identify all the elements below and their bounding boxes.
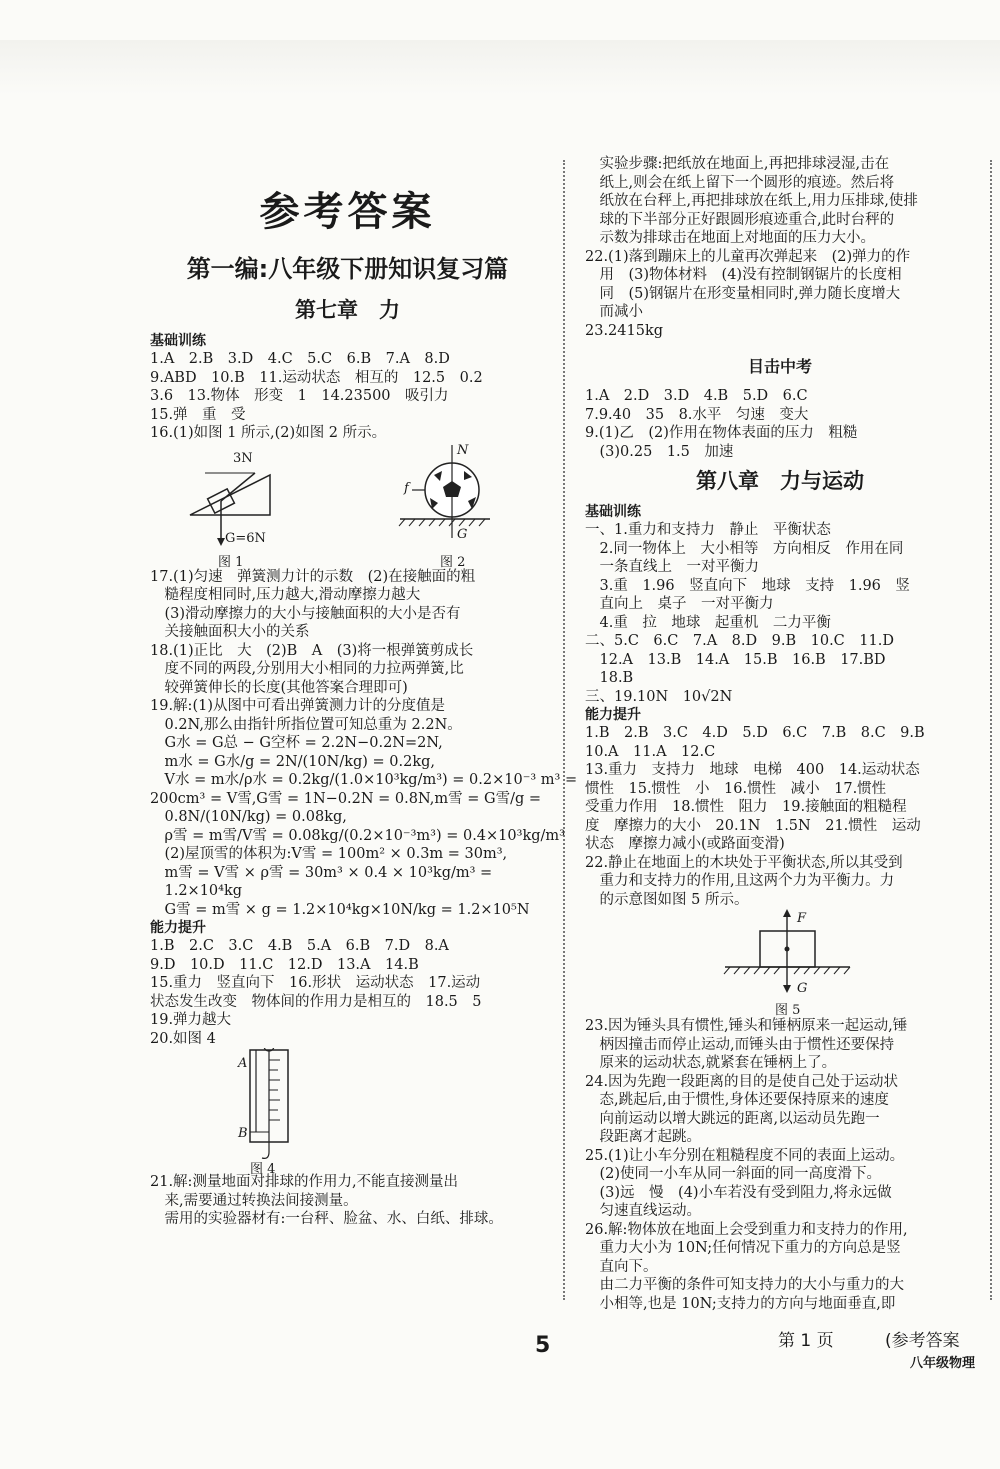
answers-21-23-continued [585, 155, 975, 340]
answer-line: m雪 = V雪 × ρ雪 = 30m³ × 0.4 × 10³kg/m³ = [150, 864, 493, 881]
answer-line: 24.因为先跑一段距离的目的是使自己处于运动状 [585, 1073, 899, 1090]
page-title: 参考答案 [259, 189, 436, 235]
answer-line: 由二力平衡的条件可知支持力的大小与重力的大 [585, 1277, 904, 1293]
ch7-basic-heading: 基础训练 [150, 333, 206, 349]
answer-line: 重力大小为 10N;任何情况下重力的方向总是竖 [585, 1240, 901, 1256]
ch7-ability-heading: 能力提升 [150, 920, 206, 936]
answer-line: 受重力作用 18.惯性 阻力 19.接触面的粗糙程 [585, 799, 907, 815]
answer-line: 26.解:物体放在地面上会受到重力和支持力的作用, [585, 1221, 908, 1238]
answer-line: 12.A 13.B 14.A 15.B 16.B 17.BD [585, 651, 886, 668]
ch7-answers-17-19 [150, 568, 578, 920]
answer-line: 态,跳起后,由于惯性,身体还要保持原来的速度 [585, 1092, 889, 1108]
part-title: 第一编:八年级下册知识复习篇 [186, 255, 509, 283]
ch8-basic-answers [585, 521, 975, 706]
answer-line: 糙程度相同时,压力越大,滑动摩擦力越大 [150, 587, 421, 603]
answer-line: 球的下半部分正好跟圆形痕迹重合,此时台秤的 [585, 211, 895, 228]
answer-line: 23.2415kg [585, 322, 664, 339]
fig5-g-label: G [797, 981, 808, 996]
answer-line: 15.弹 重 受 [150, 406, 246, 423]
answer-line: 来,需要通过转换法间接测量。 [150, 1192, 358, 1209]
answer-line: 1.B 2.C 3.C 4.B 5.A 6.B 7.D 8.A [150, 938, 449, 954]
left-column [150, 150, 578, 1229]
figure-4 [150, 1048, 545, 1177]
answer-line: ρ雪 = m雪/V雪 = 0.08kg/(0.2×10⁻³m³) = 0.4×10³kg/m³ [150, 827, 565, 844]
answer-line: 直向上 桌子 一对平衡力 [585, 596, 774, 612]
answer-line: G雪 = m雪 × g = 1.2×10⁴kg×10N/kg = 1.2×10⁵N [150, 901, 530, 918]
fig1-force-label: 3N [233, 450, 253, 466]
answer-line: 19.弹力越大 [150, 1012, 232, 1028]
answer-line: V水 = m水/ρ水 = 0.2kg/(1.0×10³kg/m³) = 0.2×10⁻³ m³ = [150, 772, 578, 788]
fig4-a-label: A [238, 1056, 248, 1071]
answer-line: (2)使同一小车从同一斜面的同一高度滑下。 [585, 1166, 882, 1182]
answer-line: 1.A 2.D 3.D 4.B 5.D 6.C [585, 388, 808, 404]
answer-line: 一条直线上 一对平衡力 [585, 559, 759, 575]
answer-line: m水 = G水/g = 2N/(10N/kg) = 0.2kg, [150, 753, 436, 770]
answer-line: 度不同的两段,分别用大小相同的力拉两弹簧,比 [150, 661, 464, 677]
answer-line: 状态 摩擦力减小(或路面变滑) [585, 836, 785, 852]
figure-5 [585, 909, 975, 1017]
answer-line: (3)滑动摩擦力的大小与接触面积的大小是否有 [150, 605, 461, 622]
answer-line: 16.(1)如图 1 所示,(2)如图 2 所示。 [150, 425, 387, 441]
answer-line: 10.A 11.A 12.C [585, 743, 716, 760]
answer-line: 20.如图 4 [150, 1030, 216, 1047]
fig2-f-label: f [404, 480, 409, 496]
answer-line: 段距离才起跳。 [585, 1129, 701, 1145]
answer-line: (2)屋顶雪的体积为:V雪 = 100m² × 0.3m = 30m³, [150, 846, 508, 862]
answer-line: 21.解:测量地面对排球的作用力,不能直接测量出 [150, 1174, 459, 1190]
answer-line: 13.重力 支持力 地球 电梯 400 14.运动状态 [585, 762, 920, 778]
answer-line: 0.8N/(10N/kg) = 0.08kg, [150, 809, 347, 825]
answer-line: 用 (3)物体材料 (4)没有控制钢锯片的长度相 [585, 267, 902, 283]
fig4-spring-scale-diagram [150, 1048, 545, 1173]
page-label: 第 1 页 [778, 1331, 834, 1351]
answer-line: 一、1.重力和支持力 静止 平衡状态 [585, 522, 831, 538]
answer-line: 的示意图如图 5 所示。 [585, 891, 749, 908]
fig1-gravity-label: G=6N [225, 530, 266, 546]
right-edge-divider [990, 160, 992, 1300]
answer-line: 1.B 2.B 3.C 4.D 5.D 6.C 7.B 8.C 9.B [585, 725, 925, 741]
chapter7-title: 第七章 力 [295, 298, 400, 322]
ch7-basic-answers [150, 350, 545, 443]
answer-line: 纸放在台秤上,再把排球放在纸上,用力压排球,使排 [585, 193, 918, 209]
answer-line: 9.ABD 10.B 11.运动状态 相互的 12.5 0.2 [150, 369, 483, 386]
mubiao-answers [585, 387, 975, 461]
chapter8-title: 第八章 力与运动 [696, 469, 864, 493]
answer-line: 1.2×10⁴kg [150, 883, 243, 899]
answer-line: 2.同一物体上 大小相等 方向相反 作用在同 [585, 540, 904, 557]
ch8-ability-answers [585, 724, 975, 909]
page-number: 5 [535, 1333, 551, 1358]
answer-line: 惯性 15.惯性 小 16.惯性 减小 17.惯性 [585, 780, 887, 797]
fig5-caption: 图 5 [775, 1003, 801, 1018]
ch8-ability-heading: 能力提升 [585, 707, 641, 723]
answer-line: 22.静止在地面上的木块处于平衡状态,所以其受到 [585, 854, 903, 871]
answer-line: 向前运动以增大跳远的距离,以运动员先跑一 [585, 1110, 880, 1127]
fig2-n-label: N [457, 442, 469, 458]
fig2-g-label: G [457, 526, 468, 542]
answer-line: 15.重力 竖直向下 16.形状 运动状态 17.运动 [150, 975, 481, 991]
answer-line: 三、19.10N 10√2N [585, 688, 733, 705]
figures-1-2 [150, 443, 545, 568]
answer-line: 小相等,也是 10N;支持力的方向与地面垂直,即 [585, 1295, 896, 1312]
answer-line: 18.B [585, 670, 634, 686]
ch8-basic-heading: 基础训练 [585, 504, 641, 520]
answer-line: G水 = G总 − G空杯 = 2.2N−0.2N=2N, [150, 735, 443, 751]
answer-line: 示数为排球击在地面上对地面的压力大小。 [585, 230, 875, 246]
answer-line: 3.6 13.物体 形变 1 14.23500 吸引力 [150, 388, 449, 404]
mubiao-title: 目击中考 [747, 357, 812, 376]
answer-line: 需用的实验器材有:一台秤、脸盆、水、白纸、排球。 [150, 1211, 503, 1227]
answer-line: 7.9.40 35 8.水平 匀速 变大 [585, 406, 809, 423]
top-shadow-band [0, 40, 1000, 95]
grade-label: 八年级物理 [910, 1356, 976, 1371]
answer-line: (3)远 慢 (4)小车若没有受到阻力,将永远做 [585, 1184, 892, 1201]
answer-line: 22.(1)落到蹦床上的儿童再次弹起来 (2)弹力的作 [585, 248, 911, 265]
answer-line: 柄因撞击而停止运动,而锤头由于惯性还要保持 [585, 1036, 895, 1053]
answer-line: 原来的运动状态,就紧套在锤柄上了。 [585, 1055, 837, 1071]
fig2-caption: 图 2 [440, 554, 466, 570]
answer-line: 直向下。 [585, 1258, 658, 1275]
answer-line: 度 摩擦力的大小 20.1N 1.5N 21.惯性 运动 [585, 817, 921, 834]
answer-line: 实验步骤:把纸放在地面上,再把排球浸湿,击在 [585, 156, 890, 172]
right-column [585, 155, 975, 1313]
answer-line: 纸上,则会在纸上留下一个圆形的痕迹。然后将 [585, 174, 895, 191]
answer-line: 较弹簧伸长的长度(其他答案合理即可) [150, 679, 408, 696]
answer-line: 0.2N,那么由指针所指位置可知总重为 2.2N。 [150, 716, 462, 733]
answer-line: 重力和支持力的作用,且这两个力为平衡力。力 [585, 873, 895, 889]
answer-line: 9.D 10.D 11.C 12.D 13.A 14.B [150, 956, 419, 973]
answer-line: 200cm³ = V雪,G雪 = 1N−0.2N = 0.8N,m雪 = G雪/g = [150, 790, 541, 807]
fig1-incline-diagram [150, 443, 545, 568]
answer-line: 23.因为锤头具有惯性,锤头和锤柄原来一起运动,锤 [585, 1018, 908, 1034]
answer-line: (3)0.25 1.5 加速 [585, 443, 734, 460]
answer-line: 1.A 2.B 3.D 4.C 5.C 6.B 7.A 8.D [150, 351, 450, 367]
ch7-answer-21 [150, 1173, 545, 1229]
answer-line: 25.(1)让小车分别在粗糙程度不同的表面上运动。 [585, 1147, 905, 1164]
answer-line: 3.重 1.96 竖直向下 地球 支持 1.96 竖 [585, 577, 910, 594]
answer-line: 19.解:(1)从图中可看出弹簧测力计的分度值是 [150, 698, 445, 714]
ch7-ability-answers [150, 937, 545, 1048]
answer-label: (参考答案 [885, 1331, 960, 1351]
answer-line: 9.(1)乙 (2)作用在物体表面的压力 粗糙 [585, 425, 858, 441]
answer-line: 状态发生改变 物体间的作用力是相互的 18.5 5 [150, 993, 482, 1010]
fig4-b-label: B [238, 1126, 248, 1141]
column-divider [563, 160, 565, 1300]
answer-line: 18.(1)正比 大 (2)B A (3)将一根弹簧剪成长 [150, 642, 474, 659]
fig4-caption: 图 4 [250, 1162, 276, 1177]
answer-line: 关接触面积大小的关系 [150, 624, 310, 640]
fig1-caption: 图 1 [218, 554, 244, 570]
answer-line: 二、5.C 6.C 7.A 8.D 9.B 10.C 11.D [585, 633, 894, 649]
ch8-answers-23-26 [585, 1017, 975, 1313]
answer-line: 同 (5)钢锯片在形变量相同时,弹力随长度增大 [585, 285, 901, 302]
fig5-f-label: F [797, 911, 807, 926]
answer-line: 而减小 [585, 304, 643, 320]
answer-line: 17.(1)匀速 弹簧测力计的示数 (2)在接触面的粗 [150, 568, 476, 585]
answer-line: 4.重 拉 地球 起重机 二力平衡 [585, 614, 831, 631]
answer-line: 匀速直线运动。 [585, 1203, 701, 1219]
